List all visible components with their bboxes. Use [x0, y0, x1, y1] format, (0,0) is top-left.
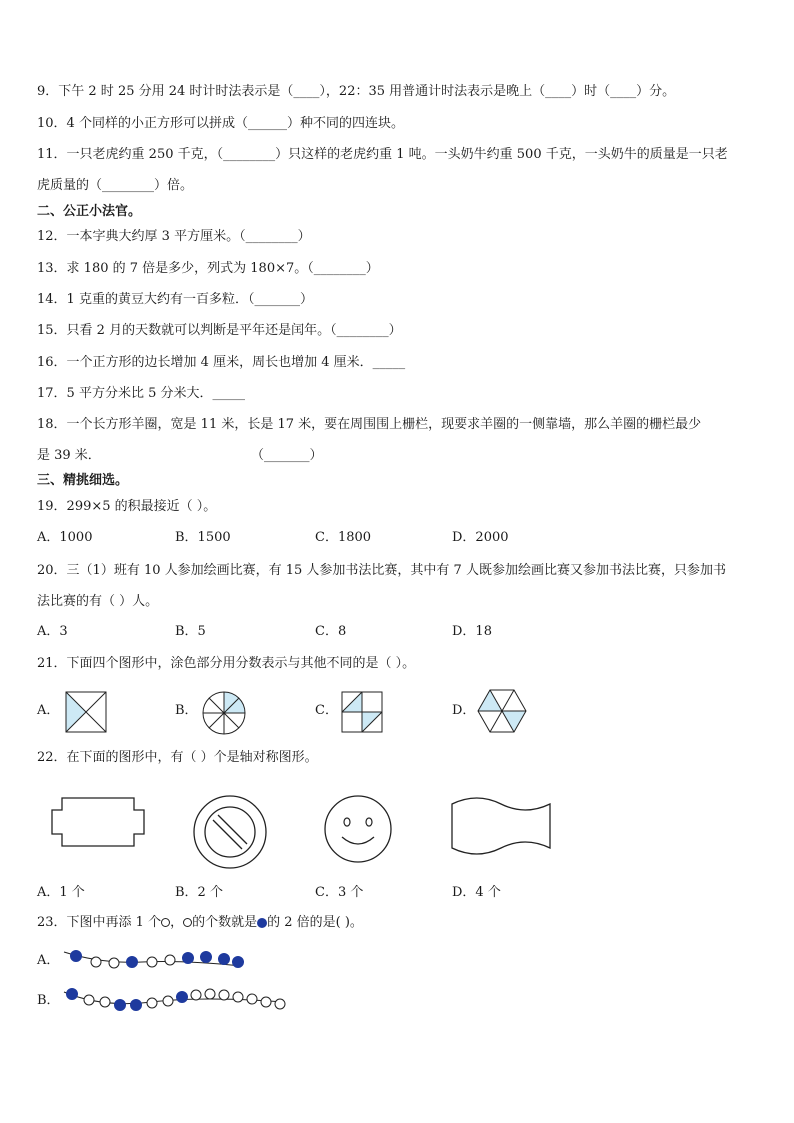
blue-bead	[127, 957, 138, 968]
q21-figure-d	[476, 688, 528, 734]
white-bead	[91, 957, 101, 967]
question-13: 13．求 180 的 7 倍是多少，列式为 180×7。（________）	[37, 261, 379, 276]
white-bead	[109, 958, 119, 968]
blue-bead	[183, 953, 194, 964]
question-19: 19．299×5 的积最接近（ ）。	[37, 499, 217, 514]
question-9: 9．下午 2 时 25 分用 24 时计时法表示是（____），22：35 用普通计时法表示是晚上（____）时（____）分。	[37, 84, 676, 99]
q21-label-b: B．	[175, 703, 198, 718]
question-22: 22．在下面的图形中，有（ ）个是轴对称图形。	[37, 750, 318, 765]
white-bead-icon	[183, 918, 192, 927]
question-15: 15．只看 2 月的天数就可以判断是平年还是闰年。（________）	[37, 323, 402, 338]
q23-bead-string-a	[62, 946, 252, 974]
white-bead	[205, 989, 215, 999]
q20-option-b: B．5	[175, 624, 206, 639]
q21-figure-b	[201, 690, 247, 736]
blue-bead	[201, 952, 212, 963]
question-12: 12．一本字典大约厚 3 平方厘米。（________）	[37, 229, 311, 244]
white-bead	[275, 999, 285, 1009]
q22-option-b: B．2 个	[175, 885, 223, 900]
blue-bead	[67, 989, 78, 1000]
q19-option-b: B．1500	[175, 530, 231, 545]
section-2-heading: 二、公正小法官。	[37, 204, 142, 219]
q21-label-a: A．	[37, 703, 60, 718]
question-10: 10．4 个同样的小正方形可以拼成（______）种不同的四连块。	[37, 116, 404, 131]
q21-figure-a	[64, 690, 108, 734]
q19-option-d: D．2000	[452, 530, 509, 545]
q22-option-a: A．1 个	[37, 885, 85, 900]
blue-bead	[177, 992, 188, 1003]
q21-label-d: D．	[452, 703, 476, 718]
q22-figure-smiley-face	[322, 793, 394, 865]
q23-label-b: B．	[37, 993, 60, 1008]
white-bead	[147, 957, 157, 967]
question-18-line-1: 18．一个长方形羊圈，宽是 11 米，长是 17 米，要在周围围上栅栏，现要求羊圈的一侧靠墙，那么羊圈的栅栏最少	[37, 417, 702, 432]
question-18-line-2: 是 39 米．	[37, 448, 101, 463]
question-16: 16．一个正方形的边长增加 4 厘米，周长也增加 4 厘米．_____	[37, 355, 406, 370]
question-20-line-2: 法比赛的有（ ）人。	[37, 594, 159, 609]
q20-option-c: C．8	[315, 624, 347, 639]
q23-text-comma: ，	[170, 915, 184, 930]
q22-figure-wavy-flag	[449, 796, 553, 858]
q22-figure-notched-rectangle	[50, 796, 146, 848]
question-23	[37, 914, 363, 932]
q19-option-a: A．1000	[37, 530, 93, 545]
q23-text-prefix: 23．下图中再添 1 个	[37, 915, 162, 930]
blue-bead	[71, 951, 82, 962]
q23-bead-string-b	[62, 984, 292, 1016]
blue-bead	[233, 957, 244, 968]
q22-option-c: C．3 个	[315, 885, 364, 900]
white-bead	[147, 998, 157, 1008]
q20-option-a: A．3	[37, 624, 68, 639]
white-bead	[247, 994, 257, 1004]
q21-figure-c	[340, 690, 384, 734]
white-bead	[163, 996, 173, 1006]
question-20-line-1: 20．三（1）班有 10 人参加绘画比赛，有 15 人参加书法比赛，其中有 7 人既参加绘画比赛又参加书法比赛，只参加书	[37, 563, 726, 578]
q22-option-d: D．4 个	[452, 885, 501, 900]
question-17: 17．5 平方分米比 5 分米大．_____	[37, 386, 245, 401]
question-18-answer-blank: （_______）	[251, 448, 323, 463]
question-11-line-1: 11．一只老虎约重 250 千克，（________）只这样的老虎约重 1 吨。一头奶牛约重 500 千克，一头奶牛的质量是一只老	[37, 147, 728, 162]
q21-label-c: C．	[315, 703, 338, 718]
blue-bead	[219, 954, 230, 965]
white-bead	[165, 955, 175, 965]
white-bead-icon	[161, 918, 170, 927]
question-11-line-2: 虎质量的（________）倍。	[37, 178, 194, 193]
white-bead	[219, 990, 229, 1000]
q23-text-middle: 的个数就是	[192, 915, 258, 930]
white-bead	[233, 992, 243, 1002]
blue-bead	[115, 1000, 126, 1011]
white-bead	[84, 995, 94, 1005]
q19-option-c: C．1800	[315, 530, 372, 545]
q23-label-a: A．	[37, 953, 60, 968]
blue-bead	[131, 1000, 142, 1011]
question-14: 14．1 克重的黄豆大约有一百多粒．（_______）	[37, 292, 313, 307]
white-bead	[100, 997, 110, 1007]
blue-bead-icon	[257, 918, 267, 928]
section-3-heading: 三、精挑细选。	[37, 473, 129, 488]
white-bead	[261, 997, 271, 1007]
q22-figure-no-entry-sign	[191, 793, 269, 871]
q20-option-d: D．18	[452, 624, 492, 639]
question-21: 21．下面四个图形中，涂色部分用分数表示与其他不同的是（ ）。	[37, 656, 416, 671]
q23-text-suffix: 的 2 倍的是( )。	[267, 915, 363, 930]
white-bead	[191, 990, 201, 1000]
